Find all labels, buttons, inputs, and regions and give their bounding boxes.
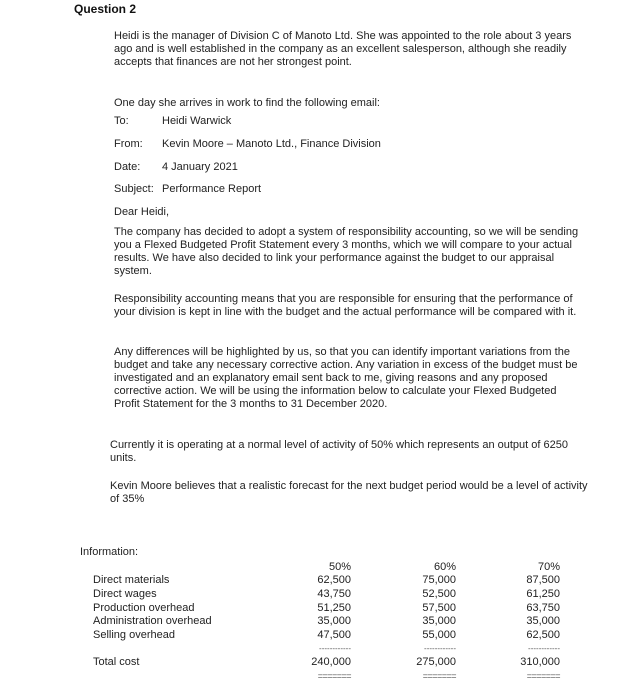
- cell-value: 75,000: [422, 574, 456, 586]
- email-paragraph: The company has decided to adopt a system of responsibility accounting, so we will be sending you a Flexed Budgeted Profit Statement every 3 months, which we will compare to your actual results. We have also decided to link your performance against the budget to our appraisal system.: [114, 226, 579, 277]
- email-paragraph: Any differences will be highlighted by us, so that you can identify important variations from the budget and take any necessary corrective action. Any variation in excess of the budget must be investigated and an explanatory email sent back to me, giving reasons and any proposed corrective action. We will be using the information below to calculate your Flexed Budgeted Profit Statement for the 3 months to 31 December 2020.: [114, 346, 578, 410]
- to-label: To:: [114, 115, 129, 127]
- total-label: Total cost: [93, 656, 140, 668]
- subtotal-separator: ------------: [424, 644, 456, 653]
- column-header: 50%: [328, 561, 351, 573]
- cell-value: 47,500: [317, 629, 351, 641]
- question-title: Question 2: [74, 2, 137, 16]
- row-label: Direct wages: [93, 588, 157, 600]
- column-header: 70%: [537, 561, 560, 573]
- double-underline: =======: [317, 671, 351, 681]
- cell-value: 62,500: [526, 629, 560, 641]
- information-label: Information:: [80, 546, 139, 558]
- cell-value: 52,500: [422, 588, 456, 600]
- from-value: Kevin Moore – Manoto Ltd., Finance Division: [162, 138, 381, 150]
- email-intro: One day she arrives in work to find the following email:: [114, 97, 380, 109]
- row-label: Production overhead: [93, 602, 195, 614]
- cell-value: 55,000: [422, 629, 456, 641]
- subtotal-separator: ------------: [319, 644, 351, 653]
- cell-value: 43,750: [317, 588, 351, 600]
- intro-paragraph: Heidi is the manager of Division C of Manoto Ltd. She was appointed to the role about 3 years ago and is well established in the company as an excellent salesperson, although she readily accepts that finances are not her strongest point.: [114, 30, 572, 68]
- date-label: Date:: [114, 161, 141, 173]
- subject-value: Performance Report: [162, 183, 262, 195]
- salutation: Dear Heidi,: [114, 206, 170, 218]
- date-value: 4 January 2021: [162, 161, 238, 173]
- cell-value: 87,500: [526, 574, 560, 586]
- row-label: Selling overhead: [93, 629, 175, 641]
- cell-value: 35,000: [317, 615, 351, 627]
- column-header: 60%: [433, 561, 456, 573]
- to-value: Heidi Warwick: [162, 115, 232, 127]
- double-underline: =======: [422, 671, 456, 681]
- total-value: 310,000: [520, 656, 560, 668]
- total-value: 240,000: [311, 656, 351, 668]
- row-label: Direct materials: [93, 574, 170, 586]
- subject-label: Subject:: [114, 183, 154, 195]
- cell-value: 63,750: [526, 602, 560, 614]
- cell-value: 57,500: [422, 602, 456, 614]
- cell-value: 61,250: [526, 588, 560, 600]
- row-label: Administration overhead: [93, 615, 212, 627]
- forecast-note: Kevin Moore believes that a realistic forecast for the next budget period would be a level of activity of 35%: [110, 480, 588, 505]
- total-value: 275,000: [416, 656, 456, 668]
- from-label: From:: [114, 138, 143, 150]
- double-underline: =======: [526, 671, 560, 681]
- email-paragraph: Responsibility accounting means that you are responsible for ensuring that the performance of your division is kept in line with the budget and the actual performance will be compared with it.: [114, 293, 577, 318]
- cell-value: 62,500: [317, 574, 351, 586]
- cell-value: 35,000: [422, 615, 456, 627]
- cell-value: 51,250: [317, 602, 351, 614]
- cell-value: 35,000: [526, 615, 560, 627]
- activity-note: Currently it is operating at a normal level of activity of 50% which represents an output of 6250 units.: [110, 439, 568, 464]
- subtotal-separator: ------------: [528, 644, 560, 653]
